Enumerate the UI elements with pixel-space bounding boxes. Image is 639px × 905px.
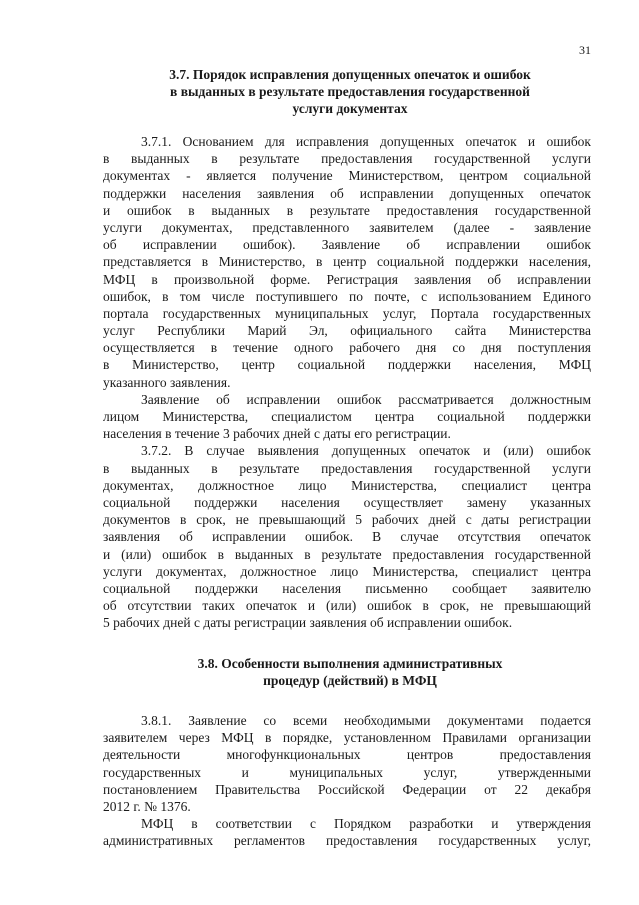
heading-line: процедур (действий) в МФЦ [263, 673, 437, 688]
text-line: документах, должностное лицо Министерства, специалист центра [103, 477, 591, 493]
text-line: населения в течение 3 рабочих дней с даты его регистрации. [103, 426, 451, 442]
text-line: в выданных в результате предоставления государственной услуги [103, 151, 591, 167]
section-3-7-heading [100, 66, 600, 117]
text-line: об исправлении ошибок). Заявление об исправлении ошибок [103, 237, 591, 253]
text-line: об отсутствии таких опечаток и (или) ошибок в срок, не превышающий [103, 598, 591, 614]
text-line: в выданных в результате предоставления государственной услуги [103, 460, 591, 476]
text-line: осуществляется в течение одного рабочего дня со дня поступления [103, 340, 591, 356]
text-line: услуги документах, должностное лицо Министерства, специалист центра [103, 563, 591, 579]
text-line: представляется в Министерство, в центр социальной поддержки населения, [103, 254, 591, 270]
text-line: социальной поддержки населения осуществляет замену указанных [103, 494, 591, 510]
text-line: 3.7.1. Основанием для исправления допущенных опечаток и ошибок [141, 134, 591, 149]
heading-line: в выданных в результате предоставления государственной [170, 84, 530, 99]
text-line: документов в срок, не превышающий 5 рабочих дней с даты регистрации [103, 512, 591, 528]
page-number: 31 [579, 43, 591, 57]
heading-line: 3.8. Особенности выполнения административных [197, 656, 503, 671]
text-line: Заявление об исправлении ошибок рассматривается должностным [141, 391, 591, 407]
text-line: социальной поддержки населения письменно сообщает заявителю [103, 580, 591, 596]
text-line: услуг Республики Марий Эл, официального сайта Министерства [103, 323, 591, 339]
text-line: документах - является получение Министерством, центром социальной [103, 168, 591, 184]
text-line: административных регламентов предоставления государственных услуг, [103, 833, 591, 849]
text-line: 3.7.2. В случае выявления допущенных опечаток и (или) ошибок [141, 443, 591, 459]
text-line: 5 рабочих дней с даты регистрации заявления об исправлении ошибок. [103, 615, 513, 631]
text-line: постановлением Правительства Российской Федерации от 22 декабря [103, 781, 591, 797]
text-line: услуги документах, представленного заявителем (далее - заявление [103, 219, 591, 235]
text-line: портала государственных муниципальных услуг, Портала государственных [103, 305, 591, 321]
text-line: МФЦ в произвольной форме. Регистрация заявления об исправлении [103, 271, 591, 287]
section-3-8-heading [100, 655, 600, 689]
text-line: заявления об исправлении ошибок. В случае отсутствия опечаток [103, 529, 591, 545]
text-line: заявителем через МФЦ в порядке, установленном Правилами организации [103, 730, 591, 746]
heading-line: 3.7. Порядок исправления допущенных опечаток и ошибок [169, 67, 531, 82]
text-line: поддержки населения заявления об исправлении допущенных опечаток [103, 185, 591, 201]
text-line: ошибок, в том числе поступившего по почте, с использованием Единого [103, 288, 591, 304]
section-3-8-body [103, 712, 591, 850]
text-line: МФЦ в соответствии с Порядком разработки и утверждения [141, 816, 591, 832]
text-line: деятельности многофункциональных центров предоставления [103, 747, 591, 763]
section-3-7-body [103, 133, 591, 631]
text-line: лицом Министерства, специалистом центра социальной поддержки [103, 409, 591, 424]
text-line: 3.8.1. Заявление со всеми необходимыми документами подается [141, 713, 591, 728]
text-line: 2012 г. № 1376. [103, 798, 191, 814]
text-line: и (или) ошибок в выданных в результате предоставления государственной [103, 546, 591, 562]
text-line: и ошибок в выданных в результате предоставления государственной [103, 202, 591, 218]
text-line: в Министерство, центр социальной поддержки населения, МФЦ [103, 357, 591, 373]
text-line: государственных и муниципальных услуг, утвержденными [103, 764, 591, 780]
text-line: указанного заявления. [103, 374, 231, 390]
heading-line: услуги документах [292, 101, 408, 116]
